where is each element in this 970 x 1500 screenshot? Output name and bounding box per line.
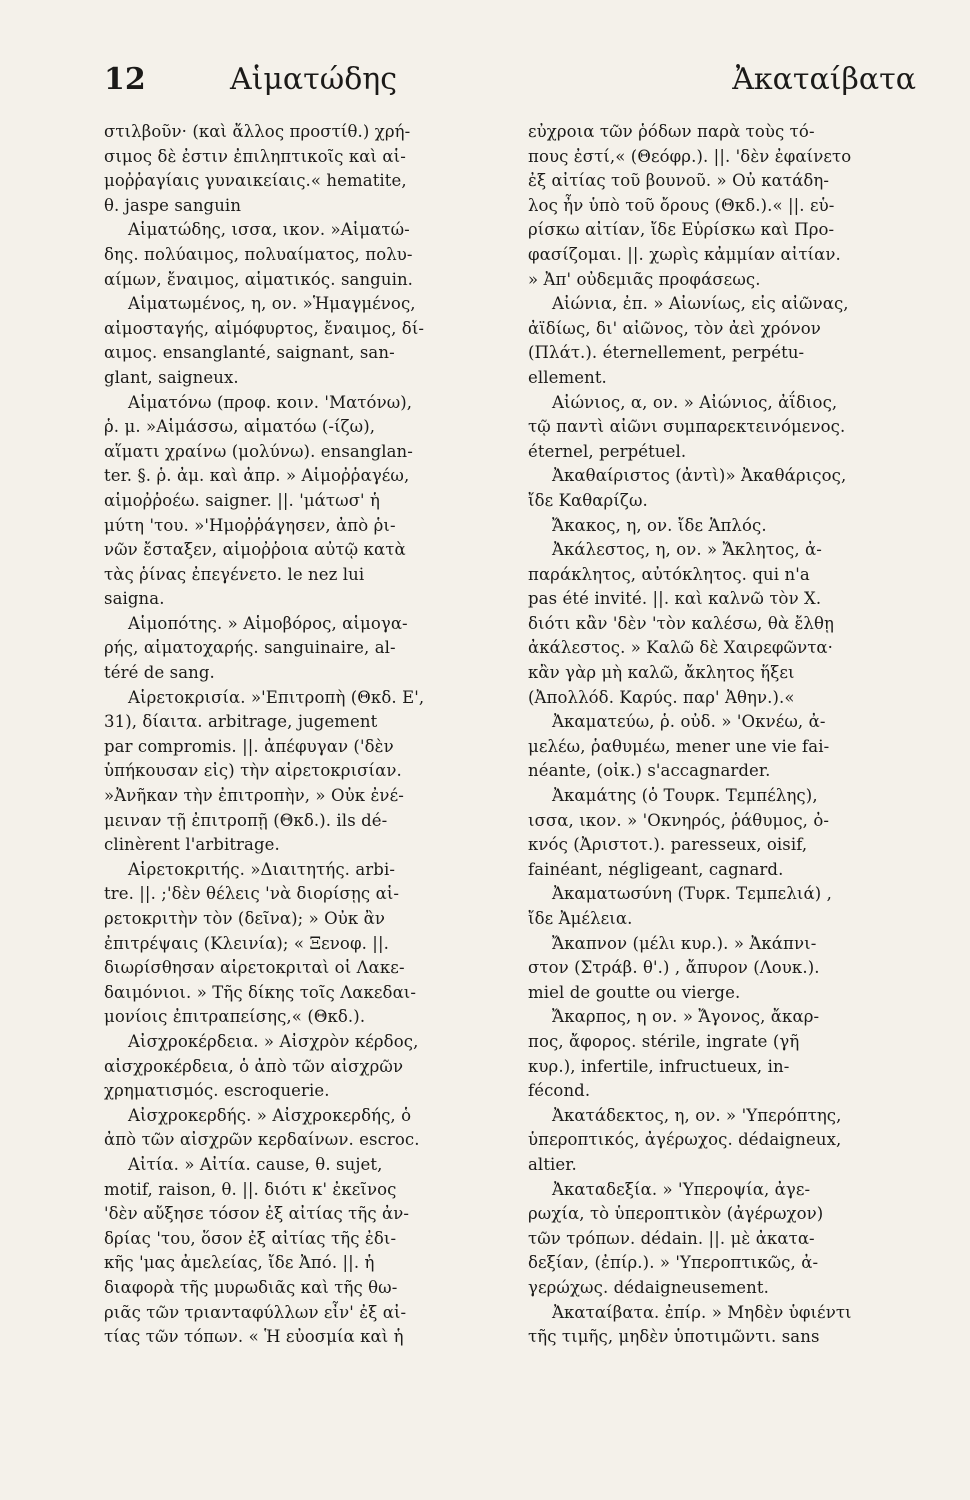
text-line: ἐπιτρέψαις (Κλεινία); « Ξενοφ. ||. [104,933,389,953]
text-line: ῥ. μ. »Αἱμάσσω, αἱματόω (-ίζω), [104,417,376,437]
text-line: διαφορὰ τῆς μυρωδιᾶς καὶ τῆς θω- [104,1277,398,1297]
text-line: fécond. [528,1081,591,1101]
text-line: miel de goutte ou vierge. [528,982,741,1002]
text-line: ὑπεροπτικός, ἀγέρωχος. dédaigneux, [528,1130,842,1150]
text-line: Αἰώνια, ἐπ. » Αἰωνίως, εἰς αἰῶνας, [552,294,849,314]
text-line: δρίας 'του, ὅσον ἐξ αἰτίας τῆς ἐδι- [104,1228,397,1248]
text-line: ριᾶς τῶν τριανταφύλλων εἶν' ἐξ αἰ- [104,1302,407,1322]
text-line: Ἄκαπνον (μέλι κυρ.). » Ἀκάπνι- [552,933,817,953]
text-line: clinèrent l'arbitrage. [104,835,280,855]
text-line: ellement. [528,367,607,387]
text-line: αιμος. ensanglanté, saignant, san- [104,343,395,363]
text-line: φασίζομαι. ||. χωρὶς κἀμμίαν αἰτίαν. [528,244,841,264]
text-line: Ἀκατάδεκτος, η, ον. » 'Υπερόπτης, [552,1105,842,1125]
text-line: » Ἀπ' οὐδεμιᾶς προφάσεως. [528,269,761,289]
text-line: δεξίαν, (ἐπίρ.). » 'Υπεροπτικῶς, ἀ- [528,1253,819,1273]
text-line: néante, (οἰκ.) s'accagnarder. [528,761,771,781]
text-line: κῆς 'μας ἀμελείας, ἴδε Ἀπό. ||. ἡ [104,1253,375,1273]
text-line: Αἱματόνω (προφ. κοιν. 'Ματόνω), [128,392,413,412]
text-line: Αἱρετοκρισία. »'Επιτροπὴ (Θκδ. Ε', [128,687,425,707]
text-line: Αἰσχροκερδής. » Αἰσχροκερδής, ὁ [128,1105,412,1125]
text-line: ἀϊδίως, δι' αἰῶνος, τὸν ἀεὶ χρόνον [528,318,821,338]
text-line: αἱμοῤῥοέω. saigner. ||. 'μάτωσ' ἡ [104,490,381,510]
text-line: παράκλητος, αὐτόκλητος. qui n'a [528,564,810,584]
text-line: Αἱρετοκριτής. »Διαιτητής. arbi- [128,859,396,879]
text-line: Αἱματωμένος, η, ον. »Ἡμαγμένος, [128,294,416,314]
text-line: αἱμοσταγής, αἱμόφυρτος, ἔναιμος, δί- [104,318,425,338]
text-line: Αἰώνιος, α, ον. » Αἰώνιος, ἀΐδιος, [552,392,838,412]
left-column [104,120,476,1350]
text-line: μοῤῥαγίαις γυναικείαις.« hematite, [104,171,407,191]
text-line: glant, saigneux. [104,367,239,387]
header-first-entry: Αἱματώδης [230,62,398,97]
text-line: ἀκάλεστος. » Καλῶ δὲ Χαιρεφῶντα· [528,638,834,658]
text-line: μύτη 'του. »'Ημοῤῥάγησεν, ἀπὸ ῥι- [104,515,396,535]
text-line: ισσα, ικον. » 'Οκνηρός, ῥάθυμος, ὀ- [528,810,830,830]
text-line: ἐξ αἰτίας τοῦ βουνοῦ. » Οὐ κατάδη- [528,171,830,191]
text-line: θ. jaspe sanguin [104,195,242,215]
text-line: Ἀκαματωσύνη (Τυρκ. Τεμπελιά) , [552,884,832,904]
text-line: éternel, perpétuel. [528,441,687,461]
text-line: ter. §. ῥ. ἀμ. καὶ ἀπρ. » Αἱμοῤῥαγέω, [104,466,410,486]
text-line: Ἀκαματεύω, ῥ. οὐδ. » 'Οκνέω, ἀ- [552,712,826,732]
text-line: εὐχροια τῶν ῥόδων παρὰ τοὺς τό- [528,122,815,141]
text-line: saigna. [104,589,165,609]
text-line: 'δὲν αὔξησε τόσον ἐξ αἰτίας τῆς ἀν- [104,1204,410,1224]
text-line: αἵματι χραίνω (μολύνω). ensanglan- [104,441,413,461]
text-line: τῷ παντὶ αἰῶνι συμπαρεκτεινόμενος. [528,417,846,437]
text-line: γερώχως. dédaigneusement. [528,1277,769,1297]
text-line: ἴδε Καθαρίζω. [528,490,648,510]
text-line: motif, raison, θ. ||. διότι κ' ἐκεῖνος [104,1179,397,1199]
text-line: altier. [528,1154,577,1174]
text-line: αἰσχροκέρδεια, ὁ ἀπὸ τῶν αἰσχρῶν [104,1056,404,1076]
text-line: Αἰσχροκέρδεια. » Αἰσχρὸν κέρδος, [128,1031,419,1051]
header-last-entry: Ἀκαταίβατα [732,62,916,97]
text-line: Ἀκαμάτης (ὁ Τουρκ. Τεμπέλης), [552,786,818,806]
text-line: Αἱματώδης, ισσα, ικον. »Αἱματώ- [128,220,410,240]
text-line: χρηματισμός. escroquerie. [104,1081,330,1101]
text-line: νῶν ἔσταξεν, αἱμοῤῥοια αὐτῷ κατὰ [104,540,406,560]
right-column [528,120,918,1350]
text-line: (Πλάτ.). éternellement, perpétu- [528,343,805,363]
text-line: τίας τῶν τόπων. « Ἡ εὐοσμία καὶ ἡ [104,1327,404,1347]
page-header [104,62,916,102]
text-line: κἂν γὰρ μὴ καλῶ, ἄκλητος ἥξει [528,663,795,683]
text-line: τὰς ῥίνας ἐπεγένετο. le nez lui [104,564,365,584]
text-line: δης. πολύαιμος, πολυαίματος, πολυ- [104,244,413,264]
text-line: μελέω, ῥαθυμέω, mener une vie fai- [528,736,830,756]
text-line: μειναν τῇ ἐπιτροπῇ (Θκδ.). ils dé- [104,810,388,830]
text-line: 31), δίαιτα. arbitrage, jugement [104,712,378,732]
text-line: Αἱμοπότης. » Αἱμοβόρος, αἱμογα- [128,613,408,633]
text-line: διότι κἂν 'δὲν 'τὸν καλέσω, θὰ ἔλθῃ [528,613,835,633]
text-line: δαιμόνιοι. » Τῆς δίκης τοῖς Λακεδαι- [104,982,417,1002]
text-line: Ἀκαθαίριστος (ἀντὶ)» Ἀκαθάριςος, [552,466,847,486]
text-line: ρής, αἱματοχαρής. sanguinaire, al- [104,638,396,658]
text-line: »Ἀνῆκαν τὴν ἐπιτροπὴν, » Οὐκ ἐνέ- [104,786,404,806]
text-line: tre. ||. ;'δὲν θέλεις 'νὰ διορίσῃς αἱ- [104,884,400,904]
text-line: κυρ.), infertile, infructueux, in- [528,1056,790,1076]
text-line: σιμος δὲ ἐστιν ἐπιληπτικοῖς καὶ αἱ- [104,146,406,166]
text-line: στον (Στράβ. θ'.) , ἄπυρον (Λουκ.). [528,958,820,978]
text-line: ρετοκριτὴν τὸν (δεῖνα); » Οὐκ ἂν [104,909,386,928]
text-line: Ἄκακος, η, ον. ἴδε Ἁπλός. [552,515,767,535]
text-line: pas été invité. ||. καὶ καλνῶ τὸν Χ. [528,589,822,609]
text-line: Ἄκαρπος, η ον. » Ἄγονος, ἄκαρ- [552,1007,820,1027]
text-line: fainéant, négligeant, cagnard. [528,859,784,879]
text-line: τῆς τιμῆς, μηδὲν ὑποτιμῶντι. sans [528,1327,820,1347]
text-line: ἴδε Ἀμέλεια. [528,909,633,928]
text-line: ὑπήκουσαν εἰς) τὴν αἱρετοκρισίαν. [104,761,402,781]
text-line: ρίσκω αἰτίαν, ἴδε Εὑρίσκω καὶ Προ- [528,220,835,240]
text-line: ἀπὸ τῶν αἰσχρῶν κερδαίνων. escroc. [104,1130,420,1150]
text-line: κνός (Ἀριστοτ.). paresseux, oisif, [528,835,808,855]
text-line: αίμων, ἔναιμος, αἱματικός. sanguin. [104,269,414,289]
text-line: Ἀκαταδεξία. » 'Υπεροψία, ἀγε- [552,1179,811,1199]
text-line: Ἀκαταίβατα. ἐπίρ. » Μηδὲν ὑφιέντι [552,1302,852,1322]
text-line: μονίοις ἐπιτραπείσης,« (Θκδ.). [104,1007,366,1027]
text-line: (Ἀπολλόδ. Καρύς. παρ' Ἀθην.).« [528,687,795,707]
text-line: διωρίσθησαν αἱρετοκριταὶ οἱ Λακε- [104,958,405,978]
text-line: τῶν τρόπων. dédain. ||. μὲ ἀκατα- [528,1228,815,1248]
text-line: στιλβοῦν· (καὶ ἄλλος προστίθ.) χρή- [104,122,411,141]
text-line: Αἰτία. » Αἰτία. cause, θ. sujet, [128,1154,383,1174]
text-line: ρωχία, τὸ ὑπεροπτικὸν (ἀγέρωχον) [528,1204,824,1224]
text-line: πους ἐστί,« (Θεόφρ.). ||. 'δὲν ἐφαίνετο [528,146,852,166]
text-line: πος, ἄφορος. stérile, ingrate (γῆ [528,1031,800,1051]
text-line: par compromis. ||. ἀπέφυγαν ('δὲν [104,736,394,756]
text-line: téré de sang. [104,663,215,683]
page-number: 12 [104,62,146,97]
text-line: Ἀκάλεστος, η, ον. » Ἄκλητος, ἀ- [552,540,822,560]
text-line: λος ἦν ὑπὸ τοῦ ὄρους (Θκδ.).« ||. εὑ- [528,195,835,215]
